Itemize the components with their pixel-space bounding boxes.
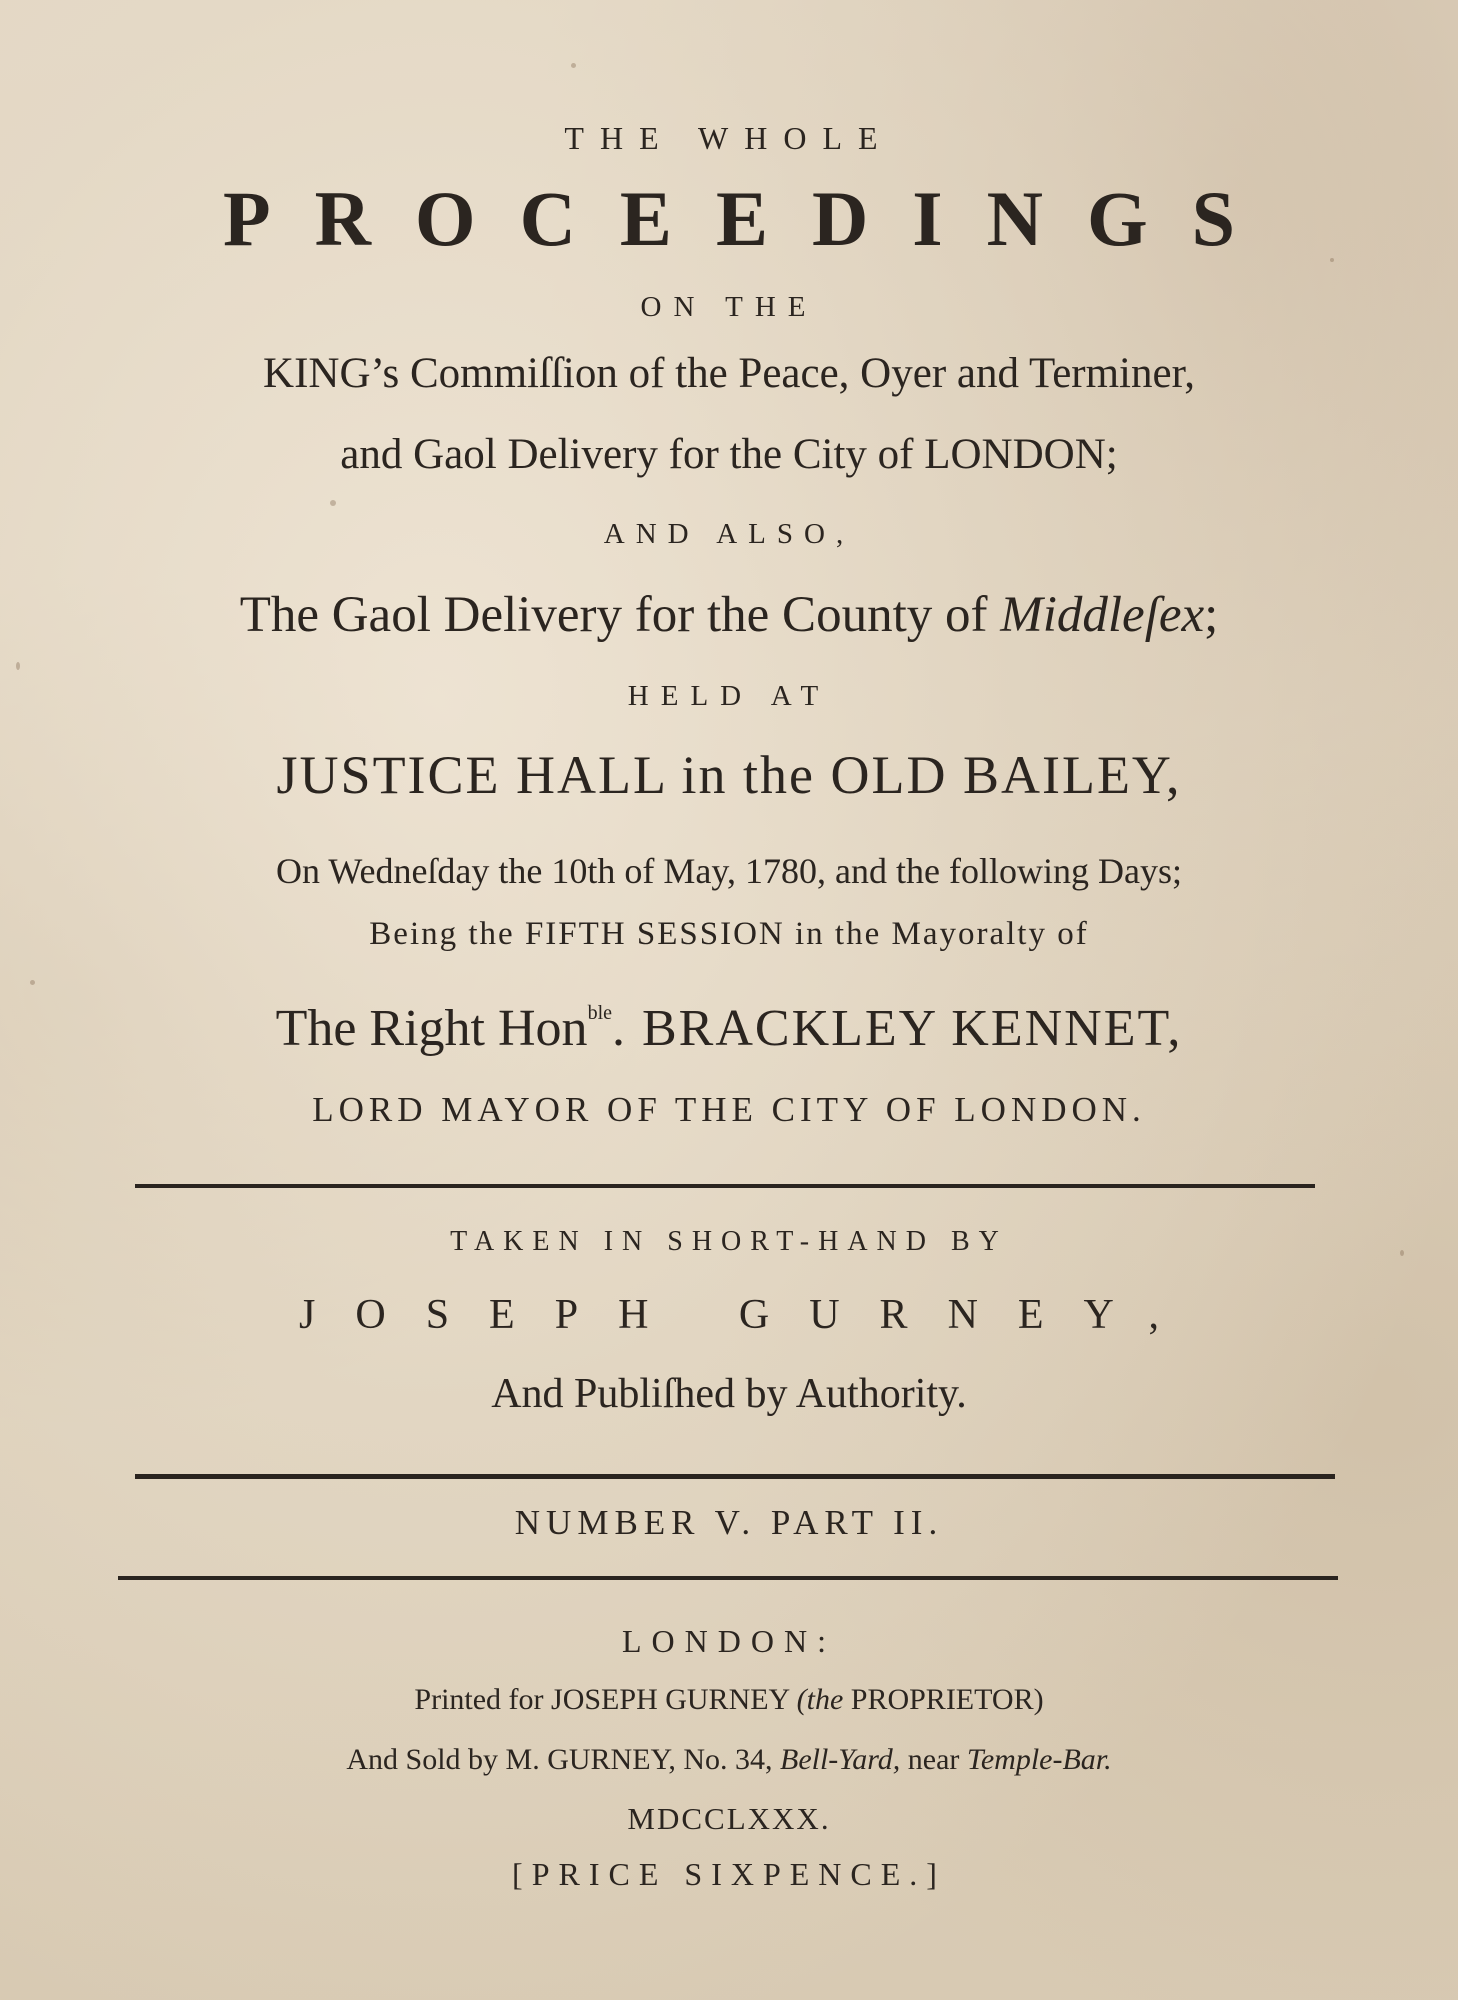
taken-in-shorthand-line: TAKEN IN SHORT-HAND BY xyxy=(450,1226,1008,1257)
number-part-line: NUMBER V. PART II. xyxy=(514,1503,944,1542)
published-by-authority-line: And Publiſhed by Authority. xyxy=(491,1371,967,1417)
rule-bottom xyxy=(118,1576,1338,1580)
lord-mayor-name-line xyxy=(0,1000,1458,1057)
fifth-session-line: Being the FIFTH SESSION in the Mayoralty of xyxy=(369,916,1089,952)
printed-for-proprietor: PROPRIETOR) xyxy=(843,1683,1044,1716)
justice-hall-line: JUSTICE HALL in the OLD BAILEY, xyxy=(276,745,1182,805)
paper-speck xyxy=(330,500,336,506)
middlesex-italic: Middleſex xyxy=(1000,587,1205,643)
held-at-line: HELD AT xyxy=(627,680,831,712)
date-line: On Wedneſday the 10th of May, 1780, and the following Days; xyxy=(276,851,1182,891)
rule-top xyxy=(135,1184,1315,1188)
right-hon-superscript: ble xyxy=(587,1002,612,1024)
joseph-gurney-line: JOSEPH GURNEY, xyxy=(299,1292,1199,1338)
gaol-delivery-middlesex-line xyxy=(0,587,1458,643)
gaol-delivery-london-line: and Gaol Delivery for the City of LONDON; xyxy=(340,431,1118,478)
kings-commission-line: KING’s Commiſſion of the Peace, Oyer and Terminer, xyxy=(263,350,1195,397)
sold-by-line xyxy=(0,1745,1458,1775)
rule-middle xyxy=(135,1474,1335,1479)
heading-proceedings: PROCEEDINGS xyxy=(222,175,1280,262)
price-line: [PRICE SIXPENCE.] xyxy=(512,1856,946,1892)
printed-for-text: Printed for JOSEPH GURNEY xyxy=(414,1683,797,1716)
printed-for-italic: (the xyxy=(796,1683,844,1716)
near-text: near xyxy=(900,1743,967,1776)
temple-bar-italic: Temple-Bar. xyxy=(966,1743,1112,1776)
london-imprint-line: LONDON: xyxy=(622,1623,836,1659)
middlesex-main-text: The Gaol Delivery for the County of xyxy=(239,587,1001,643)
paper-speck xyxy=(30,980,35,985)
right-hon-text: The Right Hon xyxy=(275,1000,588,1057)
bell-yard-italic: Bell-Yard, xyxy=(780,1743,901,1776)
sold-by-text: And Sold by M. GURNEY, No. 34, xyxy=(346,1743,780,1776)
heading-on-the: ON THE xyxy=(640,291,818,323)
brackley-kennet-text: . BRACKLEY KENNET, xyxy=(612,1000,1183,1057)
paper-speck xyxy=(16,662,20,670)
and-also-line: AND ALSO, xyxy=(603,518,855,550)
heading-the-whole: THE WHOLE xyxy=(564,120,894,156)
printed-for-line xyxy=(0,1685,1458,1715)
middlesex-end: ; xyxy=(1204,587,1219,643)
lord-mayor-title-line: LORD MAYOR OF THE CITY OF LONDON. xyxy=(312,1090,1146,1129)
paper-speck xyxy=(1330,258,1334,262)
paper-speck xyxy=(571,63,576,68)
year-line: MDCCLXXX. xyxy=(627,1801,831,1836)
